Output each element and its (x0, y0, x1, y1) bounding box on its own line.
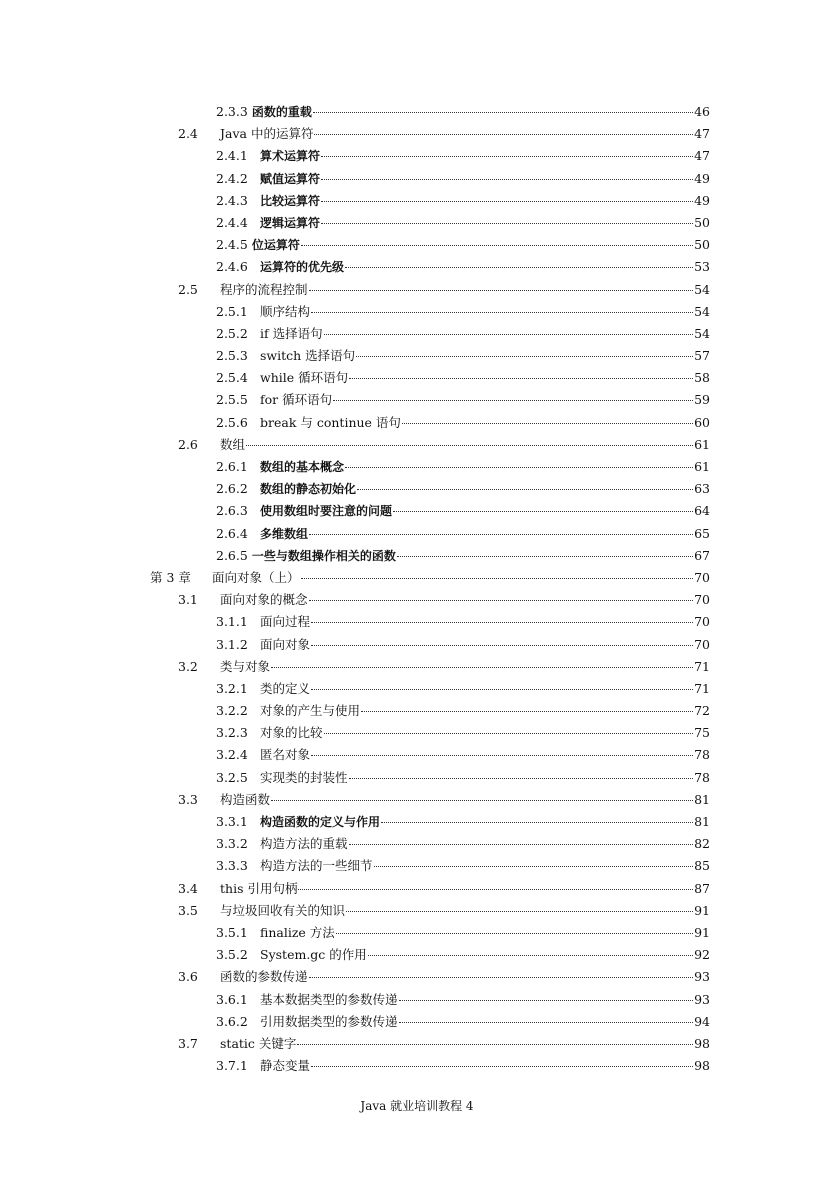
dot-leader (321, 179, 693, 180)
toc-entry (150, 190, 710, 212)
toc-entry-title: 构造函数的定义与作用 (260, 815, 381, 829)
toc-entry (150, 789, 710, 811)
toc-entry-number: 2.5.1 (216, 303, 248, 319)
toc-entry-title: 类的定义 (260, 680, 311, 696)
toc-entry-title: 构造方法的一些细节 (260, 858, 373, 874)
dot-leader (311, 755, 693, 756)
toc-entry-title: switch 选择语句 (260, 348, 356, 364)
dot-leader (311, 689, 693, 690)
toc-entry-number: 3.2.5 (216, 769, 248, 785)
toc-entry-title: 数组 (220, 436, 246, 452)
toc-entry-title: static 关键字 (220, 1035, 297, 1051)
toc-entry-number: 2.5.2 (216, 325, 248, 341)
toc-entry-page: 63 (694, 481, 710, 497)
toc-entry (150, 500, 710, 522)
dot-leader (399, 1000, 693, 1001)
toc-entry-title: 运算符的优先级 (260, 260, 345, 275)
toc-entry-number: 2.6.4 (216, 525, 248, 541)
toc-entry (150, 1055, 710, 1077)
dot-leader (349, 378, 693, 379)
toc-entry-number: 3.2.2 (216, 703, 248, 719)
toc-entry-page: 49 (694, 170, 710, 186)
toc-entry-page: 58 (694, 370, 710, 386)
dot-leader (246, 445, 693, 446)
toc-entry-page: 70 (694, 636, 710, 652)
dot-leader (336, 933, 693, 934)
toc-entry-title: 类与对象 (220, 658, 271, 674)
toc-entry (150, 678, 710, 700)
toc-entry (150, 589, 710, 611)
toc-entry-title: 面向对象（上） (212, 569, 300, 585)
toc-entry-page: 78 (694, 747, 710, 763)
dot-leader (356, 356, 693, 357)
toc-entry-number: 3.6.1 (216, 991, 248, 1007)
toc-entry (150, 611, 710, 633)
dot-leader (313, 112, 693, 113)
toc-entry-title: if 选择语句 (260, 325, 323, 341)
page-footer: Java 就业培训教程 4 (360, 1099, 474, 1113)
dot-leader (402, 423, 693, 424)
toc-entry-page: 61 (694, 436, 710, 452)
toc-entry-number: 3.2 (178, 658, 198, 674)
toc-entry (150, 1033, 710, 1055)
toc-entry-page: 91 (694, 902, 710, 918)
toc-entry (150, 301, 710, 323)
dot-leader (321, 156, 693, 157)
toc-entry-number: 3.3.2 (216, 836, 248, 852)
toc-entry-number: 3.2.3 (216, 725, 248, 741)
toc-entry-title: 程序的流程控制 (220, 281, 308, 297)
dot-leader (309, 600, 693, 601)
dot-leader (311, 1066, 693, 1067)
toc-entry-page: 81 (694, 791, 710, 807)
toc-entry-number: 2.5.5 (216, 392, 248, 408)
toc-entry-title: finalize 方法 (260, 924, 335, 940)
toc-entry (150, 767, 710, 789)
toc-entry-page: 94 (694, 1013, 710, 1029)
toc-entry-title: 与垃圾回收有关的知识 (220, 902, 346, 918)
dot-leader (301, 245, 693, 246)
toc-entry (150, 478, 710, 500)
toc-entry-title: 使用数组时要注意的问题 (260, 504, 393, 519)
toc-entry-title: 静态变量 (260, 1058, 311, 1074)
toc-entry-page: 50 (694, 214, 710, 230)
dot-leader (309, 290, 693, 291)
dot-leader (399, 1022, 693, 1023)
toc-entry-page: 46 (694, 104, 710, 119)
toc-entry-title: 逻辑运算符 (260, 215, 321, 230)
toc-entry (150, 545, 710, 567)
toc-entry (150, 966, 710, 988)
toc-entry-number: 3.3 (178, 791, 198, 807)
toc-entry-number: 2.4.1 (216, 148, 248, 164)
toc-entry-number: 2.4.5 (216, 237, 248, 253)
toc-entry-title: while 循环语句 (260, 370, 349, 386)
toc-entry-title: 数组的基本概念 (260, 460, 345, 474)
toc-entry-title: 算术运算符 (260, 149, 321, 164)
toc-entry-title: 匿名对象 (260, 747, 311, 763)
toc-entry-title: Java 中的运算符 (220, 126, 314, 142)
dot-leader (361, 711, 693, 712)
toc-entry-number: 3.6.2 (216, 1013, 248, 1029)
toc-entry-page: 54 (694, 325, 710, 341)
toc-entry-page: 59 (694, 392, 710, 408)
toc-entry-page: 54 (694, 303, 710, 319)
toc-entry-number: 2.6.3 (216, 503, 248, 519)
toc-entry-page: 70 (694, 614, 710, 630)
toc-entry-page: 92 (694, 947, 710, 963)
dot-leader (309, 534, 693, 535)
toc-entry-number: 2.5.6 (216, 414, 248, 430)
dot-leader (311, 645, 693, 646)
dot-leader (345, 467, 693, 468)
toc-entry-number: 3.3.3 (216, 858, 248, 874)
toc-entry-page: 75 (694, 725, 710, 741)
toc-entry (150, 744, 710, 766)
dot-leader (309, 977, 693, 978)
toc-entry-number: 2.6.2 (216, 481, 248, 497)
toc-entry (150, 256, 710, 278)
toc-entry (150, 145, 710, 167)
toc-entry-number: 第 3 章 (150, 569, 191, 585)
toc-entry-page: 72 (694, 703, 710, 719)
dot-leader (297, 1044, 693, 1045)
toc-entry (150, 123, 710, 145)
toc-entry (150, 833, 710, 855)
toc-entry-page: 98 (694, 1058, 710, 1074)
toc-entry-page: 71 (694, 680, 710, 696)
toc-entry-number: 2.5.3 (216, 348, 248, 364)
toc-entry-number: 2.4.3 (216, 192, 248, 208)
toc-entry-title: break 与 continue 语句 (260, 414, 401, 430)
toc-entry (150, 989, 710, 1011)
toc-entry (150, 656, 710, 678)
toc-entry (150, 456, 710, 478)
toc-entry (150, 389, 710, 411)
dot-leader (311, 312, 693, 313)
toc-entry-number: 2.6 (178, 436, 198, 452)
table-of-contents (150, 101, 710, 1077)
toc-entry-number: 3.1 (178, 592, 198, 608)
toc-entry-title: System.gc 的作用 (260, 947, 367, 963)
toc-entry-title: this 引用句柄 (220, 880, 298, 896)
toc-entry-page: 61 (694, 459, 710, 474)
toc-entry (150, 855, 710, 877)
toc-entry-title: 构造方法的重载 (260, 836, 348, 852)
toc-entry-title: 一些与数组操作相关的函数 (251, 548, 396, 563)
toc-entry-page: 60 (694, 414, 710, 430)
dot-leader (324, 334, 693, 335)
toc-entry (150, 101, 710, 123)
toc-entry (150, 523, 710, 545)
toc-entry-page: 47 (694, 126, 710, 142)
toc-entry-title: 面向过程 (260, 614, 311, 630)
toc-entry (150, 811, 710, 833)
toc-entry-title: 多维数组 (260, 526, 309, 541)
toc-entry-number: 2.4.2 (216, 170, 248, 186)
toc-entry-number: 2.6.5 (216, 547, 248, 563)
toc-entry-title: for 循环语句 (260, 392, 333, 408)
toc-entry-page: 47 (694, 148, 710, 164)
toc-entry (150, 168, 710, 190)
toc-entry-title: 对象的产生与使用 (260, 703, 361, 719)
dot-leader (349, 844, 693, 845)
toc-entry (150, 922, 710, 944)
toc-entry-page: 50 (694, 237, 710, 253)
dot-leader (349, 778, 693, 779)
toc-entry (150, 412, 710, 434)
dot-leader (314, 134, 693, 135)
toc-entry-number: 3.4 (178, 880, 198, 896)
dot-leader (397, 556, 693, 557)
toc-entry-number: 3.2.4 (216, 747, 248, 763)
toc-entry (150, 567, 710, 589)
toc-entry (150, 944, 710, 966)
toc-entry-title: 位运算符 (251, 238, 300, 253)
dot-leader (393, 511, 693, 512)
toc-entry-number: 3.5 (178, 902, 198, 918)
toc-entry-number: 3.1.2 (216, 636, 248, 652)
toc-entry-number: 2.4 (178, 126, 198, 142)
toc-entry-title: 基本数据类型的参数传递 (260, 991, 398, 1007)
toc-entry-title: 比较运算符 (260, 193, 321, 208)
dot-leader (346, 911, 693, 912)
toc-entry-number: 2.4.6 (216, 259, 248, 275)
dot-leader (321, 223, 693, 224)
toc-entry-page: 78 (694, 769, 710, 785)
toc-entry-page: 98 (694, 1035, 710, 1051)
dot-leader (333, 400, 693, 401)
toc-entry-page: 82 (694, 836, 710, 852)
dot-leader (271, 800, 693, 801)
toc-entry-number: 3.1.1 (216, 614, 248, 630)
toc-entry-title: 函数的参数传递 (220, 969, 308, 985)
toc-entry-page: 64 (694, 503, 710, 519)
toc-entry-number: 2.5 (178, 281, 198, 297)
toc-entry-title: 引用数据类型的参数传递 (260, 1013, 398, 1029)
toc-entry-page: 70 (694, 592, 710, 608)
toc-entry (150, 279, 710, 301)
dot-leader (301, 578, 693, 579)
dot-leader (345, 267, 693, 268)
toc-entry (150, 434, 710, 456)
toc-entry (150, 234, 710, 256)
toc-entry-number: 3.6 (178, 969, 198, 985)
toc-entry-page: 91 (694, 924, 710, 940)
toc-entry-page: 93 (694, 991, 710, 1007)
toc-entry (150, 323, 710, 345)
toc-entry-number: 2.6.1 (216, 459, 248, 474)
toc-entry-number: 2.3.3 (216, 104, 248, 119)
toc-entry-page: 49 (694, 192, 710, 208)
toc-entry-page: 70 (694, 569, 710, 585)
dot-leader (368, 955, 693, 956)
toc-entry-title: 对象的比较 (260, 725, 323, 741)
toc-entry-number: 3.2.1 (216, 680, 248, 696)
toc-entry-page: 93 (694, 969, 710, 985)
toc-entry (150, 900, 710, 922)
toc-entry-title: 赋值运算符 (260, 171, 321, 186)
dot-leader (357, 489, 693, 490)
toc-entry-number: 3.5.2 (216, 947, 248, 963)
toc-entry-number: 3.7.1 (216, 1058, 248, 1074)
toc-entry-number: 2.4.4 (216, 214, 248, 230)
toc-entry-number: 3.5.1 (216, 924, 248, 940)
dot-leader (321, 201, 693, 202)
toc-entry-page: 54 (694, 281, 710, 297)
dot-leader (271, 667, 693, 668)
toc-entry-page: 57 (694, 348, 710, 364)
toc-entry-title: 面向对象的概念 (220, 592, 308, 608)
dot-leader (298, 889, 693, 890)
toc-entry-title: 构造函数 (220, 791, 271, 807)
toc-entry (150, 345, 710, 367)
toc-entry (150, 878, 710, 900)
dot-leader (374, 866, 693, 867)
toc-entry-page: 85 (694, 858, 710, 874)
toc-entry-page: 53 (694, 259, 710, 275)
dot-leader (324, 733, 693, 734)
toc-entry-title: 实现类的封装性 (260, 769, 348, 785)
toc-entry-page: 71 (694, 658, 710, 674)
toc-entry (150, 1011, 710, 1033)
toc-entry-page: 81 (694, 814, 710, 829)
toc-entry (150, 212, 710, 234)
toc-entry-title: 面向对象 (260, 636, 311, 652)
toc-entry-number: 3.3.1 (216, 814, 248, 829)
toc-entry-page: 87 (694, 880, 710, 896)
toc-entry (150, 367, 710, 389)
toc-entry-title: 顺序结构 (260, 303, 311, 319)
toc-entry-number: 3.7 (178, 1035, 198, 1051)
toc-entry (150, 700, 710, 722)
toc-entry (150, 634, 710, 656)
toc-entry-page: 65 (694, 525, 710, 541)
dot-leader (381, 822, 693, 823)
toc-entry-title: 数组的静态初始化 (260, 482, 357, 497)
dot-leader (311, 622, 693, 623)
toc-entry-number: 2.5.4 (216, 370, 248, 386)
toc-entry-title: 函数的重载 (251, 105, 312, 119)
toc-entry-page: 67 (694, 547, 710, 563)
toc-entry (150, 722, 710, 744)
